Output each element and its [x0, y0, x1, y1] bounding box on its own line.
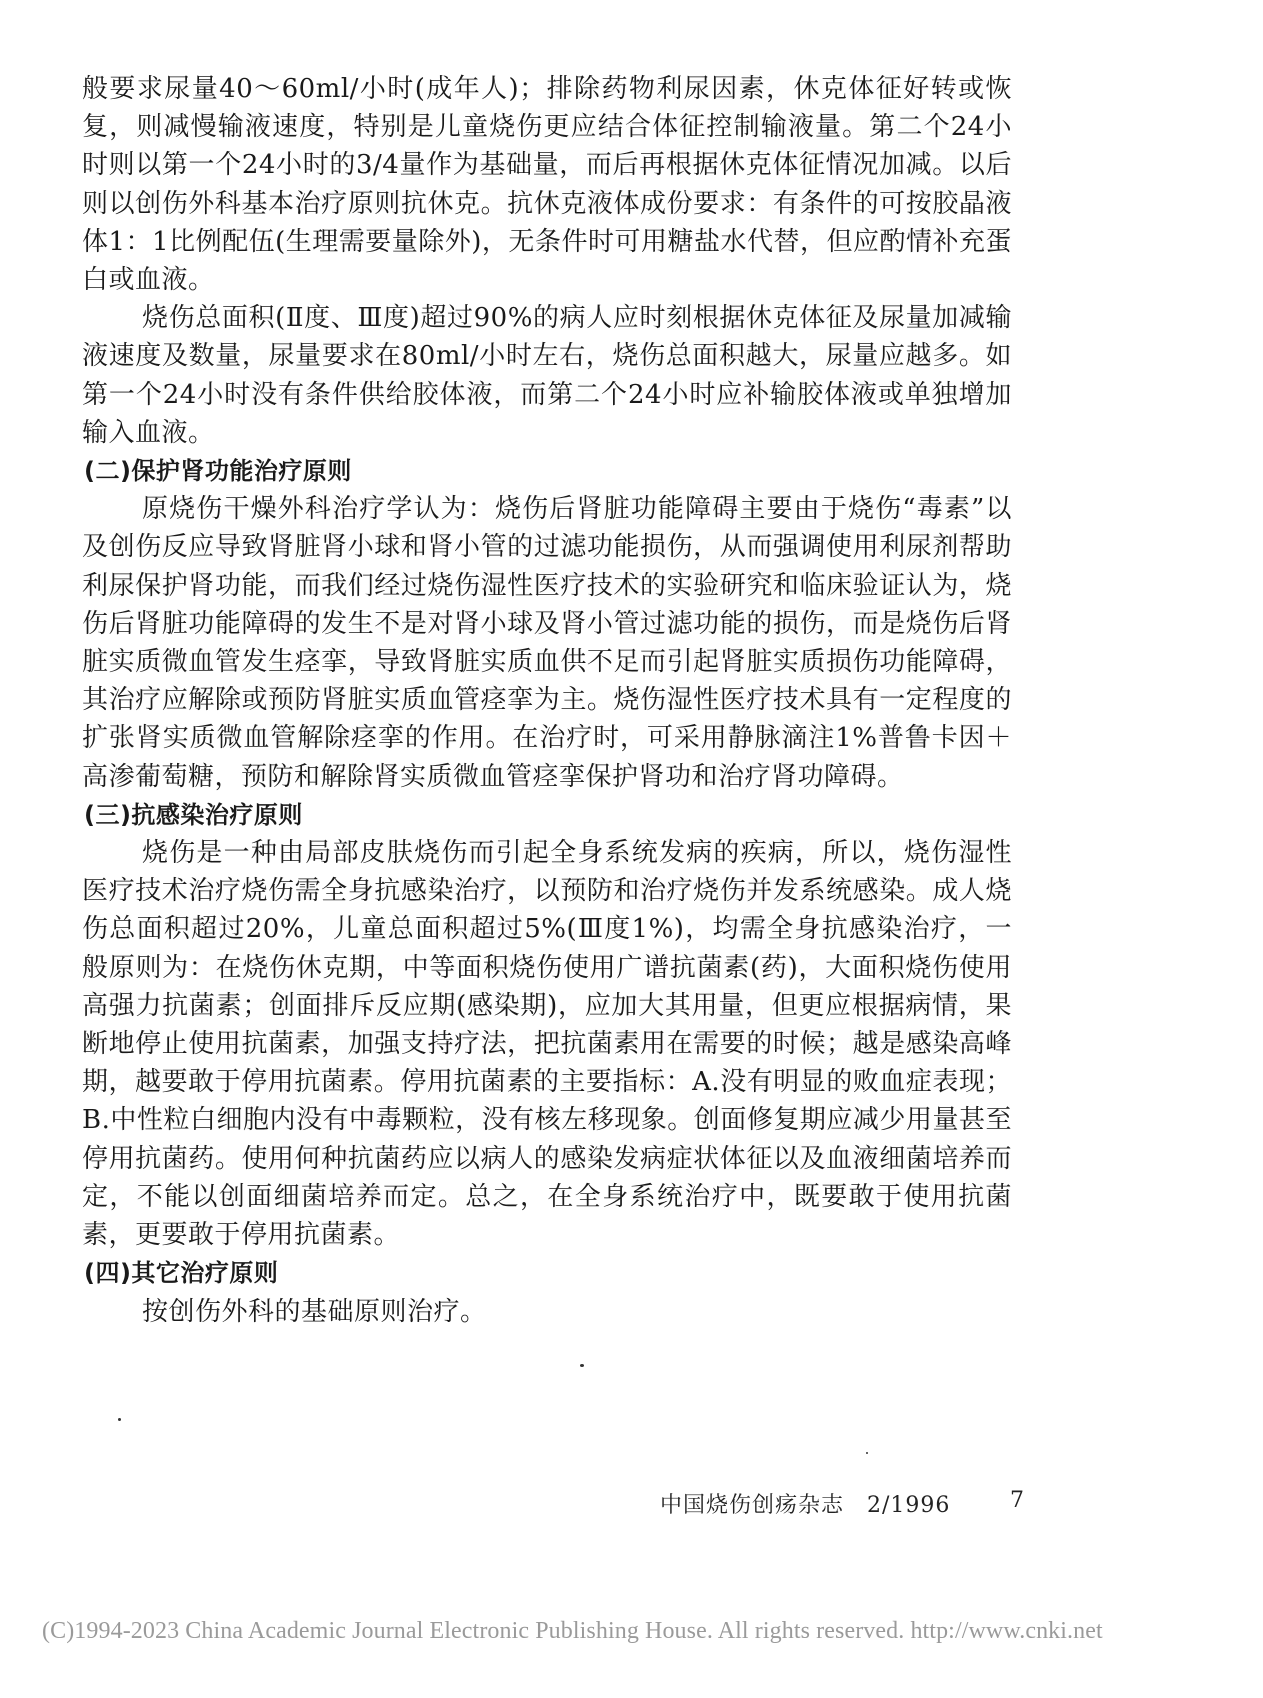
article-body	[82, 70, 1012, 1331]
paragraph-fluid-resuscitation-continued: 般要求尿量40～60ml/小时(成年人)；排除药物利尿因素，休克体征好转或恢复，则减慢输液速度，特别是儿童烧伤更应结合体征控制输液量。第二个24小时则以第一个24小时的3/4量作为基础量，而后再根据休克体征情况加减。以后则以创伤外科基本治疗原则抗休克。抗休克液体成份要求：有条件的可按胶晶液体1：1比例配伍(生理需要量除外)，无条件时可用糖盐水代替，但应酌情补充蛋白或血液。	[82, 74, 1012, 296]
paragraph-kidney-protection: 原烧伤干燥外科治疗学认为：烧伤后肾脏功能障碍主要由于烧伤“毒素”以及创伤反应导致肾脏肾小球和肾小管的过滤功能损伤，从而强调使用利尿剂帮助利尿保护肾功能，而我们经过烧伤湿性医疗技术的实验研究和临床验证认为，烧伤后肾脏功能障碍的发生不是对肾小球及肾小管过滤功能的损伤，而是烧伤后肾脏实质微血管发生痉挛，导致肾脏实质血供不足而引起肾脏实质损伤功能障碍，其治疗应解除或预防肾脏实质血管痉挛为主。烧伤湿性医疗技术具有一定程度的扩张肾实质微血管解除痉挛的作用。在治疗时，可采用静脉滴注1%普鲁卡因＋高渗葡萄糖，预防和解除肾实质微血管痉挛保护肾功和治疗肾功障碍。	[82, 494, 1012, 792]
page-number: 7	[1010, 1488, 1024, 1513]
scan-speck	[866, 1452, 868, 1454]
paragraph-large-burn-area: 烧伤总面积(Ⅱ度、Ⅲ度)超过90%的病人应时刻根据休克体征及尿量加减输液速度及数量，尿量要求在80ml/小时左右，烧伤总面积越大，尿量应越多。如第一个24小时没有条件供给胶体液，而第二个24小时应补输胶体液或单独增加输入血液。	[82, 303, 1012, 448]
copyright-watermark: (C)1994-2023 China Academic Journal Electronic Publishing House. All rights reserved. http://www.cnki.net	[42, 1618, 1103, 1644]
paragraph-other-treatment: 按创伤外科的基础原则治疗。	[142, 1296, 487, 1327]
section-heading-other-treatment: (四)其它治疗原则	[84, 1259, 279, 1288]
section-heading-kidney-protection: (二)保护肾功能治疗原则	[84, 457, 352, 486]
section-heading-anti-infection: (三)抗感染治疗原则	[84, 800, 303, 829]
journal-name-issue: 中国烧伤创疡杂志 2/1996	[660, 1493, 951, 1518]
scan-speck	[118, 1418, 121, 1421]
paragraph-anti-infection: 烧伤是一种由局部皮肤烧伤而引起全身系统发病的疾病，所以，烧伤湿性医疗技术治疗烧伤需全身抗感染治疗，以预防和治疗烧伤并发系统感染。成人烧伤总面积超过20%，儿童总面积超过5%(Ⅲ度1%)，均需全身抗感染治疗，一般原则为：在烧伤休克期，中等面积烧伤使用广谱抗菌素(药)，大面积烧伤使用高强力抗菌素；创面排斥反应期(感染期)，应加大其用量，但更应根据病情，果断地停止使用抗菌素，加强支持疗法，把抗菌素用在需要的时候；越是感染高峰期，越要敢于停用抗菌素。停用抗菌素的主要指标：A.没有明显的败血症表现；B.中性粒白细胞内没有中毒颗粒，没有核左移现象。创面修复期应减少用量甚至停用抗菌药。使用何种抗菌药应以病人的感染发病症状体征以及血液细菌培养而定，不能以创面细菌培养而定。总之，在全身系统治疗中，既要敢于使用抗菌素，更要敢于停用抗菌素。	[82, 838, 1012, 1251]
scan-speck	[580, 1364, 584, 1367]
